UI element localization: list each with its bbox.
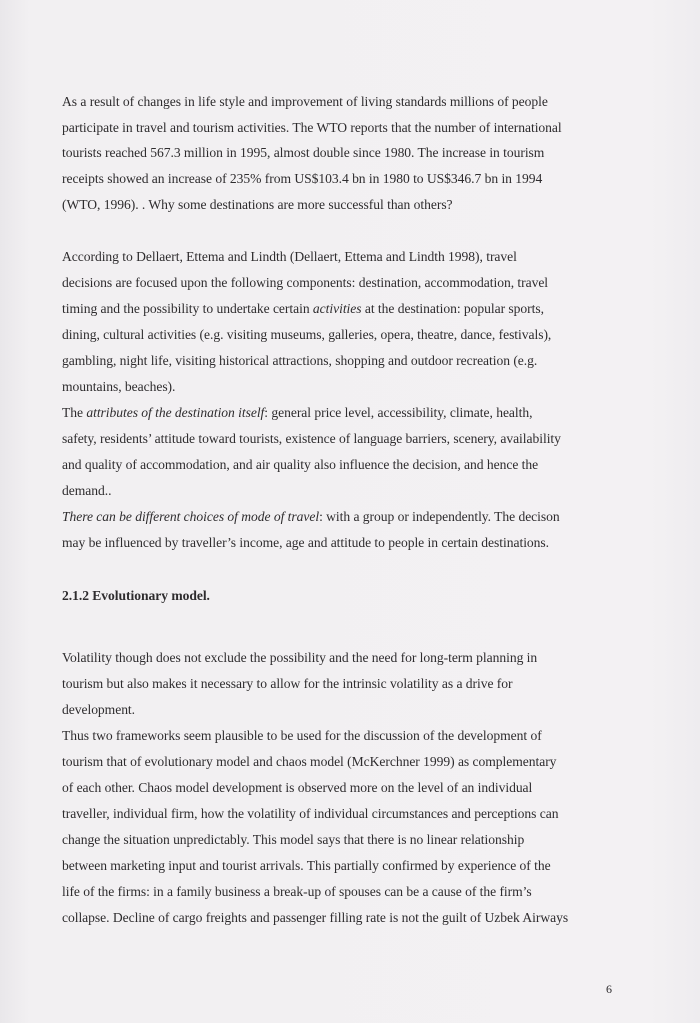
text-line: tourists reached 567.3 million in 1995, almost double since 1980. The increase in tourism [62, 145, 545, 160]
text-line: development. [62, 702, 136, 717]
text-line: and quality of accommodation, and air quality also influence the decision, and hence the [62, 457, 539, 472]
text-line: of each other. Chaos model development is observed more on the level of an individual [62, 780, 533, 795]
text-line: life of the firms: in a family business a break-up of spouses can be a cause of the firm’s [62, 884, 532, 899]
emphasis: activities [312, 301, 362, 316]
text-line: tourism but also makes it necessary to allow for the intrinsic volatility as a drive for [62, 676, 513, 691]
text-line: tourism that of evolutionary model and chaos model (McKerchner 1999) as complementary [62, 754, 557, 769]
text-line [62, 405, 532, 421]
text-line: As a result of changes in life style and improvement of living standards millions of people [62, 94, 548, 109]
text-line [62, 301, 544, 317]
text-line: Volatility though does not exclude the possibility and the need for long-term planning in [62, 650, 538, 665]
section-heading: 2.1.2 Evolutionary model. [62, 588, 210, 603]
page-number: 6 [606, 982, 612, 996]
text-run: at the destination: popular sports, [361, 301, 544, 316]
text-line: decisions are focused upon the following components: destination, accommodation, travel [62, 275, 549, 290]
text-line: Thus two frameworks seem plausible to be used for the discussion of the development of [62, 728, 542, 743]
text-run: timing and the possibility to undertake certain [62, 301, 313, 316]
text-line [62, 509, 560, 525]
text-line: receipts showed an increase of 235% from US$103.4 bn in 1980 to US$346.7 bn in 1994 [62, 171, 543, 186]
text-line: mountains, beaches). [62, 379, 176, 394]
text-line: collapse. Decline of cargo freights and passenger filling rate is not the guilt of Uzbek Airways [62, 910, 569, 925]
text-line: dining, cultural activities (e.g. visiting museums, galleries, opera, theatre, dance, festivals), [62, 327, 552, 342]
text-run: : general price level, accessibility, climate, health, [264, 405, 533, 420]
emphasis: attributes of the destination itself [86, 405, 265, 420]
text-line: change the situation unpredictably. This model says that there is no linear relationship [62, 832, 525, 847]
text-line: may be influenced by traveller’s income, age and attitude to people in certain destinations. [62, 535, 549, 550]
text-line: gambling, night life, visiting historical attractions, shopping and outdoor recreation (e.g. [62, 353, 538, 368]
text-line: participate in travel and tourism activities. The WTO reports that the number of international [62, 120, 562, 135]
text-line: According to Dellaert, Ettema and Lindth (Dellaert, Ettema and Lindth 1998), travel [62, 249, 517, 264]
text-line: demand.. [62, 483, 112, 498]
emphasis: There can be different choices of mode of travel [62, 509, 320, 524]
text-line: safety, residents’ attitude toward tourists, existence of language barriers, scenery, availability [62, 431, 561, 446]
text-run: : with a group or independently. The decison [319, 509, 560, 524]
text-line: between marketing input and tourist arrivals. This partially confirmed by experience of the [62, 858, 551, 873]
text-line: traveller, individual firm, how the volatility of individual circumstances and perceptions can [62, 806, 559, 821]
text-line: (WTO, 1996). . Why some destinations are more successful than others? [62, 197, 453, 212]
text-run: The [62, 405, 87, 420]
